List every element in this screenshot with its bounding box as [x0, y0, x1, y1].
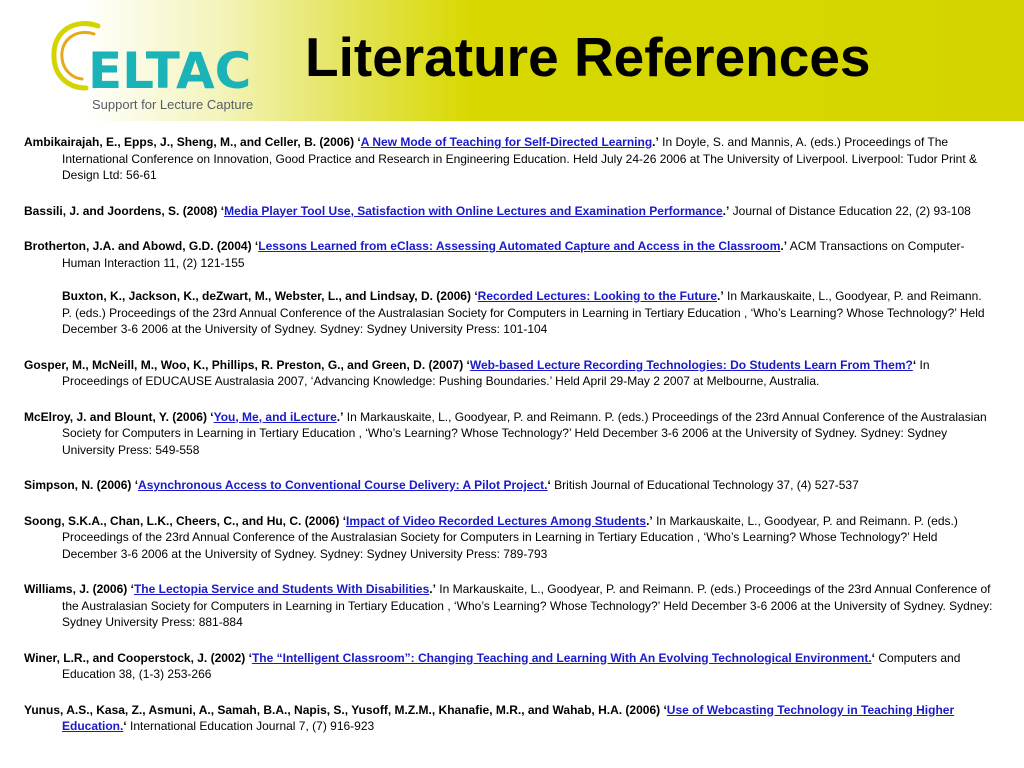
reference-link[interactable]: Web-based Lecture Recording Technologies: Do Students Learn From Them?	[469, 357, 913, 372]
reference-list	[24, 134, 994, 754]
reference-authors: McElroy, J. and Blount, Y. (2006) ‘	[24, 409, 214, 424]
header-banner	[0, 0, 1024, 121]
page-title: Literature References	[305, 26, 871, 88]
reference-link[interactable]: Asynchronous Access to Conventional Course Delivery: A Pilot Project.	[138, 478, 548, 492]
reference-item	[24, 238, 994, 271]
reference-source: British Journal of Educational Technology 37, (4) 527-537	[550, 478, 859, 492]
reference-quote-close: .’	[646, 513, 653, 528]
reference-authors: Buxton, K., Jackson, K., deZwart, M., Webster, L., and Lindsay, D. (2006) ‘	[62, 289, 478, 303]
reference-link[interactable]: The “Intelligent Classroom”: Changing Teaching and Learning With An Evolving Technological Environment.	[251, 650, 872, 665]
reference-source: International Education Journal 7, (7) 916-923	[126, 719, 375, 733]
reference-item	[24, 650, 994, 683]
reference-link[interactable]: Media Player Tool Use, Satisfaction with Online Lectures and Examination Performance	[224, 203, 723, 218]
reference-authors: Brotherton, J.A. and Abowd, G.D. (2004) ‘	[24, 239, 259, 253]
reference-quote-close: .’	[717, 289, 724, 303]
reference-item	[24, 134, 994, 184]
reference-quote-close: .’	[336, 409, 344, 424]
reference-source: In Markauskaite, L., Goodyear, P. and Reimann. P. (eds.) Proceedings of the 23rd Annual Conference of the Australasian Society for Computers in Learning in Tertiary Education , ‘Who’s Learning? Whose Technology?’ Held December 3-6 2006 at the University of Sydney. Sydney: Sydney University Press: 789-793	[62, 513, 958, 561]
reference-quote-close: .’	[722, 203, 730, 218]
reference-item	[24, 702, 994, 735]
reference-source: In Markauskaite, L., Goodyear, P. and Reimann. P. (eds.) Proceedings of the 23rd Annual Conference of the Australasian Society for Computers in Learning in Tertiary Education , ‘Who’s Learning? Whose Technology?’ Held December 3-6 2006 at the University of Sydney. Sydney: Sydney University Press: 549-558	[62, 409, 987, 457]
reference-source: Computers and Education 38, (1-3) 253-266	[62, 650, 961, 681]
reference-quote-close: ‘	[871, 650, 876, 665]
reference-authors: Winer, L.R., and Cooperstock, J. (2002) ‘	[24, 650, 252, 665]
reference-quote-close: ‘	[547, 478, 551, 492]
reference-link[interactable]: Lessons Learned from eClass: Assessing Automated Capture and Access in the Classroom	[258, 239, 781, 253]
reference-link[interactable]: Recorded Lectures: Looking to the Future	[477, 289, 718, 303]
reference-authors: Bassili, J. and Joordens, S. (2008) ‘	[24, 203, 225, 218]
eltac-logo	[46, 18, 286, 114]
reference-item	[24, 581, 994, 631]
reference-source: ACM Transactions on Computer-Human Interaction 11, (2) 121-155	[62, 239, 965, 270]
reference-source: In Markauskaite, L., Goodyear, P. and Reimann. P. (eds.) Proceedings of the 23rd Annual Conference of the Australasian Society for Computers in Learning in Tertiary Education , ‘Who’s Learning? Whose Technology?’ Held December 3-6 2006 at the University of Sydney. Sydney: Sydney University Press: 881-884	[62, 582, 993, 629]
reference-link[interactable]: A New Mode of Teaching for Self-Directed Learning	[360, 135, 653, 149]
reference-source: In Proceedings of EDUCAUSE Australasia 2007, ‘Advancing Knowledge: Pushing Boundaries.’ Held April 29-May 2 2007 at Melbourne, Australia.	[62, 357, 930, 388]
reference-authors: Gosper, M., McNeill, M., Woo, K., Phillips, R. Preston, G., and Green, D. (2007) ‘	[24, 357, 470, 372]
reference-authors: Simpson, N. (2006) ‘	[24, 478, 139, 492]
reference-source: Journal of Distance Education 22, (2) 93-108	[729, 203, 971, 218]
reference-authors: Williams, J. (2006) ‘	[24, 582, 134, 596]
reference-link[interactable]: You, Me, and iLecture	[213, 409, 337, 424]
reference-item	[24, 203, 994, 220]
reference-item	[24, 409, 994, 459]
logo-wordmark: ELTAC	[88, 42, 252, 100]
reference-source: In Markauskaite, L., Goodyear, P. and Reimann. P. (eds.) Proceedings of the 23rd Annual Conference of the Australasian Society for Computers in Learning in Tertiary Education , ‘Who’s Learning? Whose Technology?’ Held December 3-6 2006 at the University of Sydney. Sydney: Sydney University Press: 101-104	[62, 289, 985, 336]
reference-quote-close: .’	[780, 239, 788, 253]
logo-tagline: Support for Lecture Capture	[92, 97, 254, 112]
reference-item	[24, 513, 994, 563]
reference-quote-close: ‘	[912, 357, 917, 372]
reference-quote-close: .’	[429, 582, 436, 596]
reference-link[interactable]: Impact of Video Recorded Lectures Among Students	[346, 513, 647, 528]
reference-authors: Soong, S.K.A., Chan, L.K., Cheers, C., and Hu, C. (2006) ‘	[24, 513, 347, 528]
reference-link[interactable]: Use of Webcasting Technology in Teaching Higher Education.	[62, 702, 955, 733]
reference-link[interactable]: The Lectopia Service and Students With Disabilities	[133, 582, 430, 596]
reference-item	[62, 288, 994, 338]
reference-item	[24, 357, 994, 390]
reference-item	[24, 477, 994, 494]
reference-authors: Ambikairajah, E., Epps, J., Sheng, M., and Celler, B. (2006) ‘	[24, 135, 361, 149]
reference-quote-close: ‘	[123, 719, 127, 733]
reference-authors: Yunus, A.S., Kasa, Z., Asmuni, A., Samah, B.A., Napis, S., Yusoff, M.Z.M., Khanafie, M.R., and Wahab, H.A. (2006) ‘	[24, 702, 667, 717]
reference-source: In Doyle, S. and Mannis, A. (eds.) Proceedings of The International Conference on Innovation, Good Practice and Research in Engineering Education. Held July 24-26 2006 at The University of Liverpool. Liverpool: Tudor Print & Design Ltd: 56-61	[62, 135, 977, 182]
reference-quote-close: .’	[652, 135, 659, 149]
